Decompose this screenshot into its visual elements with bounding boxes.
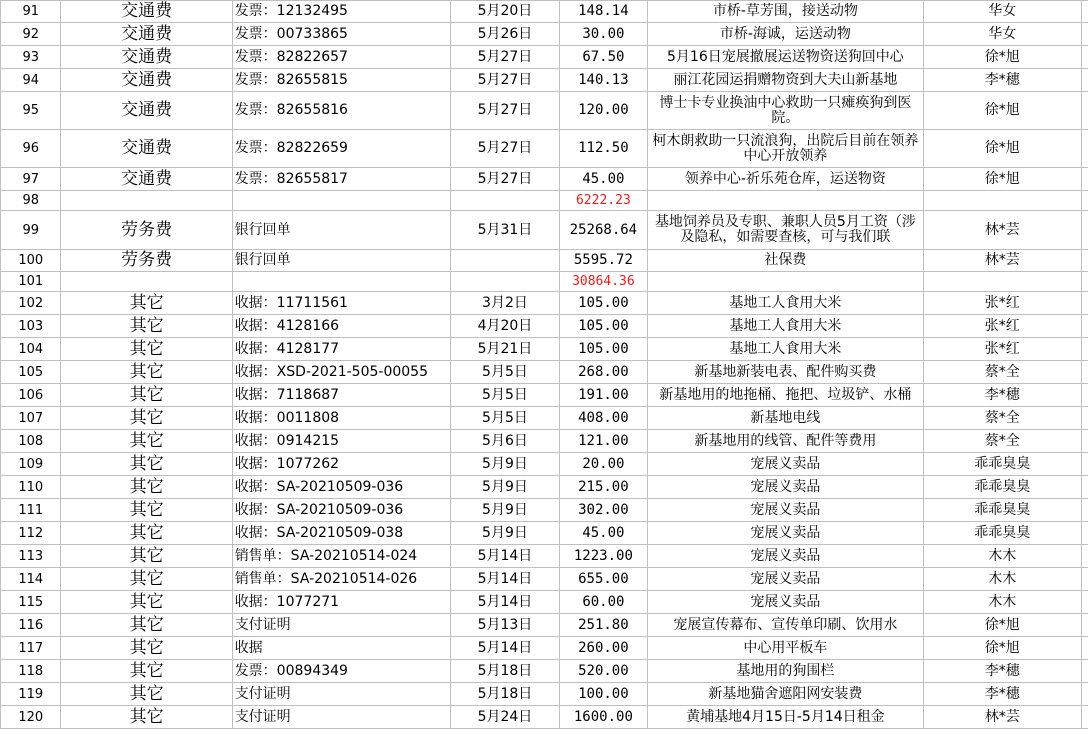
- table-row: [1, 430, 1088, 453]
- category-cell[interactable]: 其它: [61, 384, 232, 407]
- amount-cell[interactable]: 100.00: [559, 683, 648, 706]
- row-number-cell[interactable]: 99: [1, 211, 61, 250]
- table-row: [1, 384, 1088, 407]
- description-cell[interactable]: 市桥-海诚，运送动物: [648, 23, 923, 46]
- date-cell[interactable]: 4月20日: [451, 315, 559, 338]
- handler-cell[interactable]: 张*红: [923, 292, 1081, 315]
- description-cell[interactable]: 基地工人食用大米: [648, 315, 923, 338]
- description-cell[interactable]: 宠展义卖品: [648, 591, 923, 614]
- handler-cell[interactable]: 徐*旭: [923, 46, 1081, 69]
- date-cell[interactable]: 5月24日: [451, 706, 559, 729]
- category-cell[interactable]: 其它: [61, 545, 232, 568]
- amount-cell[interactable]: 191.00: [559, 384, 648, 407]
- description-cell[interactable]: 社保费: [648, 250, 923, 272]
- empty-cell[interactable]: [1082, 23, 1088, 46]
- description-cell[interactable]: 博士卡专业换油中心救助一只瘫痪狗到医院。: [648, 92, 923, 130]
- handler-cell[interactable]: 张*红: [923, 315, 1081, 338]
- table-row: [1, 315, 1088, 338]
- handler-cell[interactable]: 徐*旭: [923, 92, 1081, 130]
- document-cell[interactable]: 支付证明: [232, 706, 451, 729]
- amount-cell[interactable]: 121.00: [559, 430, 648, 453]
- category-cell[interactable]: [61, 272, 232, 292]
- empty-cell[interactable]: [1082, 211, 1088, 250]
- amount-cell[interactable]: 268.00: [559, 361, 648, 384]
- document-cell[interactable]: 收据：0011808: [232, 407, 451, 430]
- date-cell[interactable]: 5月5日: [451, 407, 559, 430]
- empty-cell[interactable]: [1082, 191, 1088, 211]
- table-row: [1, 272, 1088, 292]
- document-cell[interactable]: 收据：1077262: [232, 453, 451, 476]
- category-cell[interactable]: 其它: [61, 315, 232, 338]
- handler-cell[interactable]: 李*穗: [923, 69, 1081, 92]
- row-number-cell[interactable]: 113: [1, 545, 61, 568]
- document-cell[interactable]: 收据：SA-20210509-038: [232, 522, 451, 545]
- date-cell[interactable]: 5月9日: [451, 499, 559, 522]
- row-number-cell[interactable]: 97: [1, 168, 61, 191]
- handler-cell[interactable]: 李*穗: [923, 683, 1081, 706]
- table-row: [1, 23, 1088, 46]
- row-number-cell[interactable]: 119: [1, 683, 61, 706]
- handler-cell[interactable]: 蔡*全: [923, 430, 1081, 453]
- category-cell[interactable]: 其它: [61, 660, 232, 683]
- row-number-cell[interactable]: 102: [1, 292, 61, 315]
- empty-cell[interactable]: [1082, 591, 1088, 614]
- document-cell[interactable]: 发票：00894349: [232, 660, 451, 683]
- row-number-cell[interactable]: 98: [1, 191, 61, 211]
- row-number-cell[interactable]: 100: [1, 250, 61, 272]
- handler-cell[interactable]: 徐*旭: [923, 130, 1081, 168]
- amount-cell[interactable]: 1223.00: [559, 545, 648, 568]
- document-cell[interactable]: 发票：82655815: [232, 69, 451, 92]
- date-cell[interactable]: 5月27日: [451, 168, 559, 191]
- document-cell[interactable]: [232, 272, 451, 292]
- table-row: [1, 361, 1088, 384]
- document-cell[interactable]: 收据：SA-20210509-036: [232, 499, 451, 522]
- table-row: [1, 660, 1088, 683]
- empty-cell[interactable]: [1082, 168, 1088, 191]
- date-cell[interactable]: 5月5日: [451, 384, 559, 407]
- date-cell[interactable]: [451, 272, 559, 292]
- category-cell[interactable]: 其它: [61, 637, 232, 660]
- amount-cell[interactable]: 30864.36: [559, 272, 648, 292]
- row-number-cell[interactable]: 112: [1, 522, 61, 545]
- row-number-cell[interactable]: 120: [1, 706, 61, 729]
- row-number-cell[interactable]: 118: [1, 660, 61, 683]
- date-cell[interactable]: 5月5日: [451, 361, 559, 384]
- amount-cell[interactable]: 25268.64: [559, 211, 648, 250]
- date-cell[interactable]: 5月27日: [451, 46, 559, 69]
- amount-cell[interactable]: 105.00: [559, 338, 648, 361]
- table-body: [1, 1, 1088, 729]
- row-number-cell[interactable]: 117: [1, 637, 61, 660]
- handler-cell[interactable]: 蔡*全: [923, 361, 1081, 384]
- document-cell[interactable]: 发票：00733865: [232, 23, 451, 46]
- amount-cell[interactable]: 67.50: [559, 46, 648, 69]
- amount-cell[interactable]: 112.50: [559, 130, 648, 168]
- row-number-cell[interactable]: 114: [1, 568, 61, 591]
- description-cell[interactable]: 基地工人食用大米: [648, 292, 923, 315]
- amount-cell[interactable]: 148.14: [559, 1, 648, 23]
- table-row: [1, 568, 1088, 591]
- handler-cell[interactable]: 林*芸: [923, 706, 1081, 729]
- document-cell[interactable]: 支付证明: [232, 683, 451, 706]
- date-cell[interactable]: 5月14日: [451, 545, 559, 568]
- handler-cell[interactable]: [923, 272, 1081, 292]
- document-cell[interactable]: 收据：11711561: [232, 292, 451, 315]
- description-cell[interactable]: 宠展义卖品: [648, 545, 923, 568]
- empty-cell[interactable]: [1082, 272, 1088, 292]
- amount-cell[interactable]: 30.00: [559, 23, 648, 46]
- row-number-cell[interactable]: 107: [1, 407, 61, 430]
- amount-cell[interactable]: 120.00: [559, 92, 648, 130]
- handler-cell[interactable]: 林*芸: [923, 211, 1081, 250]
- empty-cell[interactable]: [1082, 568, 1088, 591]
- description-cell[interactable]: [648, 191, 923, 211]
- date-cell[interactable]: 5月9日: [451, 453, 559, 476]
- date-cell[interactable]: 5月9日: [451, 476, 559, 499]
- description-cell[interactable]: 基地用的狗围栏: [648, 660, 923, 683]
- amount-cell[interactable]: 60.00: [559, 591, 648, 614]
- description-cell[interactable]: 丽江花园运捐赠物资到大夫山新基地: [648, 69, 923, 92]
- description-cell[interactable]: 基地工人食用大米: [648, 338, 923, 361]
- table-row: [1, 69, 1088, 92]
- empty-cell[interactable]: [1082, 292, 1088, 315]
- table-row: [1, 522, 1088, 545]
- handler-cell[interactable]: 徐*旭: [923, 614, 1081, 637]
- handler-cell[interactable]: 徐*旭: [923, 637, 1081, 660]
- description-cell[interactable]: 中心用平板车: [648, 637, 923, 660]
- document-cell[interactable]: 销售单：SA-20210514-024: [232, 545, 451, 568]
- description-cell[interactable]: 宠展宣传幕布、宣传单印刷、饮用水: [648, 614, 923, 637]
- category-cell[interactable]: 其它: [61, 292, 232, 315]
- table-row: [1, 453, 1088, 476]
- row-number-cell[interactable]: 93: [1, 46, 61, 69]
- document-cell[interactable]: 支付证明: [232, 614, 451, 637]
- category-cell[interactable]: 其它: [61, 430, 232, 453]
- handler-cell[interactable]: 乖乖臭臭: [923, 476, 1081, 499]
- empty-cell[interactable]: [1082, 522, 1088, 545]
- table-row: [1, 211, 1088, 250]
- amount-cell[interactable]: 408.00: [559, 407, 648, 430]
- empty-cell[interactable]: [1082, 1, 1088, 23]
- row-number-cell[interactable]: 95: [1, 92, 61, 130]
- date-cell[interactable]: 5月13日: [451, 614, 559, 637]
- category-cell[interactable]: [61, 191, 232, 211]
- category-cell[interactable]: 交通费: [61, 1, 232, 23]
- empty-cell[interactable]: [1082, 69, 1088, 92]
- empty-cell[interactable]: [1082, 361, 1088, 384]
- description-cell[interactable]: 新基地新装电表、配件购买费: [648, 361, 923, 384]
- empty-cell[interactable]: [1082, 614, 1088, 637]
- handler-cell[interactable]: 木木: [923, 545, 1081, 568]
- table-row: [1, 407, 1088, 430]
- category-cell[interactable]: 其它: [61, 338, 232, 361]
- description-cell[interactable]: 宠展义卖品: [648, 476, 923, 499]
- category-cell[interactable]: 其它: [61, 499, 232, 522]
- row-number-cell[interactable]: 110: [1, 476, 61, 499]
- category-cell[interactable]: 其它: [61, 361, 232, 384]
- category-cell[interactable]: 其它: [61, 476, 232, 499]
- row-number-cell[interactable]: 101: [1, 272, 61, 292]
- description-cell[interactable]: 市桥-草芳围，接送动物: [648, 1, 923, 23]
- empty-cell[interactable]: [1082, 407, 1088, 430]
- amount-cell[interactable]: 260.00: [559, 637, 648, 660]
- date-cell[interactable]: 5月27日: [451, 92, 559, 130]
- document-cell[interactable]: 收据：4128166: [232, 315, 451, 338]
- handler-cell[interactable]: 蔡*全: [923, 407, 1081, 430]
- document-cell[interactable]: 收据：4128177: [232, 338, 451, 361]
- document-cell[interactable]: 发票：82655816: [232, 92, 451, 130]
- description-cell[interactable]: 宠展义卖品: [648, 568, 923, 591]
- row-number-cell[interactable]: 108: [1, 430, 61, 453]
- row-number-cell[interactable]: 94: [1, 69, 61, 92]
- date-cell[interactable]: 5月18日: [451, 683, 559, 706]
- date-cell[interactable]: [451, 250, 559, 272]
- empty-cell[interactable]: [1082, 46, 1088, 69]
- handler-cell[interactable]: 徐*旭: [923, 168, 1081, 191]
- table-row: [1, 637, 1088, 660]
- category-cell[interactable]: 交通费: [61, 23, 232, 46]
- date-cell[interactable]: 3月2日: [451, 292, 559, 315]
- empty-cell[interactable]: [1082, 683, 1088, 706]
- row-number-cell[interactable]: 104: [1, 338, 61, 361]
- table-row: [1, 130, 1088, 168]
- document-cell[interactable]: 发票：12132495: [232, 1, 451, 23]
- row-number-cell[interactable]: 115: [1, 591, 61, 614]
- document-cell[interactable]: 发票：82822659: [232, 130, 451, 168]
- amount-cell[interactable]: 5595.72: [559, 250, 648, 272]
- category-cell[interactable]: 交通费: [61, 46, 232, 69]
- table-row: [1, 1, 1088, 23]
- date-cell[interactable]: 5月6日: [451, 430, 559, 453]
- document-cell[interactable]: 银行回单: [232, 250, 451, 272]
- table-row: [1, 476, 1088, 499]
- date-cell[interactable]: 5月31日: [451, 211, 559, 250]
- description-cell[interactable]: 新基地电线: [648, 407, 923, 430]
- document-cell[interactable]: 收据：SA-20210509-036: [232, 476, 451, 499]
- empty-cell[interactable]: [1082, 499, 1088, 522]
- document-cell[interactable]: 收据：1077271: [232, 591, 451, 614]
- description-cell[interactable]: 新基地用的线管、配件等费用: [648, 430, 923, 453]
- date-cell[interactable]: 5月9日: [451, 522, 559, 545]
- handler-cell[interactable]: [923, 191, 1081, 211]
- date-cell[interactable]: 5月18日: [451, 660, 559, 683]
- description-cell[interactable]: 基地饲养员及专职、兼职人员5月工资（涉及隐私，如需要查核，可与我们联: [648, 211, 923, 250]
- empty-cell[interactable]: [1082, 453, 1088, 476]
- handler-cell[interactable]: 林*芸: [923, 250, 1081, 272]
- category-cell[interactable]: 其它: [61, 453, 232, 476]
- date-cell[interactable]: 5月14日: [451, 568, 559, 591]
- row-number-cell[interactable]: 116: [1, 614, 61, 637]
- handler-cell[interactable]: 乖乖臭臭: [923, 453, 1081, 476]
- table-row: [1, 683, 1088, 706]
- empty-cell[interactable]: [1082, 315, 1088, 338]
- category-cell[interactable]: 劳务费: [61, 211, 232, 250]
- amount-cell[interactable]: 140.13: [559, 69, 648, 92]
- amount-cell[interactable]: 302.00: [559, 499, 648, 522]
- amount-cell[interactable]: 1600.00: [559, 706, 648, 729]
- empty-cell[interactable]: [1082, 706, 1088, 729]
- empty-cell[interactable]: [1082, 250, 1088, 272]
- document-cell[interactable]: 收据：0914215: [232, 430, 451, 453]
- date-cell[interactable]: [451, 191, 559, 211]
- handler-cell[interactable]: 木木: [923, 568, 1081, 591]
- category-cell[interactable]: 其它: [61, 522, 232, 545]
- description-cell[interactable]: 黄埔基地4月15日-5月14日租金: [648, 706, 923, 729]
- date-cell[interactable]: 5月21日: [451, 338, 559, 361]
- handler-cell[interactable]: 李*穗: [923, 660, 1081, 683]
- date-cell[interactable]: 5月26日: [451, 23, 559, 46]
- category-cell[interactable]: 交通费: [61, 168, 232, 191]
- amount-cell[interactable]: 520.00: [559, 660, 648, 683]
- handler-cell[interactable]: 华女: [923, 23, 1081, 46]
- handler-cell[interactable]: 乖乖臭臭: [923, 499, 1081, 522]
- empty-cell[interactable]: [1082, 384, 1088, 407]
- empty-cell[interactable]: [1082, 130, 1088, 168]
- description-cell[interactable]: [648, 272, 923, 292]
- description-cell[interactable]: 宠展义卖品: [648, 453, 923, 476]
- table-row: [1, 92, 1088, 130]
- table-row: [1, 706, 1088, 729]
- category-cell[interactable]: 劳务费: [61, 250, 232, 272]
- handler-cell[interactable]: 木木: [923, 591, 1081, 614]
- table-row: [1, 46, 1088, 69]
- amount-cell[interactable]: 6222.23: [559, 191, 648, 211]
- amount-cell[interactable]: 655.00: [559, 568, 648, 591]
- description-cell[interactable]: 柯木朗救助一只流浪狗，出院后目前在领养中心开放领养: [648, 130, 923, 168]
- category-cell[interactable]: 其它: [61, 614, 232, 637]
- category-cell[interactable]: 交通费: [61, 69, 232, 92]
- empty-cell[interactable]: [1082, 338, 1088, 361]
- amount-cell[interactable]: 45.00: [559, 522, 648, 545]
- description-cell[interactable]: 新基地猫舍遮阳网安装费: [648, 683, 923, 706]
- empty-cell[interactable]: [1082, 92, 1088, 130]
- empty-cell[interactable]: [1082, 545, 1088, 568]
- amount-cell[interactable]: 105.00: [559, 315, 648, 338]
- handler-cell[interactable]: 李*穗: [923, 384, 1081, 407]
- amount-cell[interactable]: 45.00: [559, 168, 648, 191]
- date-cell[interactable]: 5月27日: [451, 130, 559, 168]
- category-cell[interactable]: 交通费: [61, 92, 232, 130]
- handler-cell[interactable]: 华女: [923, 1, 1081, 23]
- amount-cell[interactable]: 215.00: [559, 476, 648, 499]
- document-cell[interactable]: 收据: [232, 637, 451, 660]
- table-row: [1, 292, 1088, 315]
- document-cell[interactable]: 发票：82655817: [232, 168, 451, 191]
- table-row: [1, 614, 1088, 637]
- category-cell[interactable]: 其它: [61, 683, 232, 706]
- empty-cell[interactable]: [1082, 476, 1088, 499]
- date-cell[interactable]: 5月14日: [451, 637, 559, 660]
- description-cell[interactable]: 宠展义卖品: [648, 499, 923, 522]
- amount-cell[interactable]: 251.80: [559, 614, 648, 637]
- row-number-cell[interactable]: 91: [1, 1, 61, 23]
- table-row: [1, 499, 1088, 522]
- document-cell[interactable]: [232, 191, 451, 211]
- description-cell[interactable]: 宠展义卖品: [648, 522, 923, 545]
- empty-cell[interactable]: [1082, 637, 1088, 660]
- date-cell[interactable]: 5月27日: [451, 69, 559, 92]
- description-cell[interactable]: 新基地用的地拖桶、拖把、垃圾铲、水桶: [648, 384, 923, 407]
- empty-cell[interactable]: [1082, 430, 1088, 453]
- description-cell[interactable]: 5月16日宠展撤展运送物资送狗回中心: [648, 46, 923, 69]
- table-row: [1, 591, 1088, 614]
- document-cell[interactable]: 收据：7118687: [232, 384, 451, 407]
- table-row: [1, 168, 1088, 191]
- row-number-cell[interactable]: 96: [1, 130, 61, 168]
- table-row: [1, 250, 1088, 272]
- handler-cell[interactable]: 张*红: [923, 338, 1081, 361]
- table-row: [1, 191, 1088, 211]
- amount-cell[interactable]: 105.00: [559, 292, 648, 315]
- date-cell[interactable]: 5月20日: [451, 1, 559, 23]
- row-number-cell[interactable]: 103: [1, 315, 61, 338]
- row-number-cell[interactable]: 111: [1, 499, 61, 522]
- category-cell[interactable]: 其它: [61, 706, 232, 729]
- row-number-cell[interactable]: 106: [1, 384, 61, 407]
- amount-cell[interactable]: 20.00: [559, 453, 648, 476]
- table-row: [1, 338, 1088, 361]
- table-row: [1, 545, 1088, 568]
- category-cell[interactable]: 其它: [61, 568, 232, 591]
- row-number-cell[interactable]: 109: [1, 453, 61, 476]
- row-number-cell[interactable]: 105: [1, 361, 61, 384]
- document-cell[interactable]: 银行回单: [232, 211, 451, 250]
- category-cell[interactable]: 交通费: [61, 130, 232, 168]
- row-number-cell[interactable]: 92: [1, 23, 61, 46]
- description-cell[interactable]: 领养中心-祈乐苑仓库，运送物资: [648, 168, 923, 191]
- document-cell[interactable]: 收据：XSD-2021-505-00055: [232, 361, 451, 384]
- category-cell[interactable]: 其它: [61, 591, 232, 614]
- handler-cell[interactable]: 乖乖臭臭: [923, 522, 1081, 545]
- date-cell[interactable]: 5月14日: [451, 591, 559, 614]
- document-cell[interactable]: 发票：82822657: [232, 46, 451, 69]
- category-cell[interactable]: 其它: [61, 407, 232, 430]
- document-cell[interactable]: 销售单：SA-20210514-026: [232, 568, 451, 591]
- empty-cell[interactable]: [1082, 660, 1088, 683]
